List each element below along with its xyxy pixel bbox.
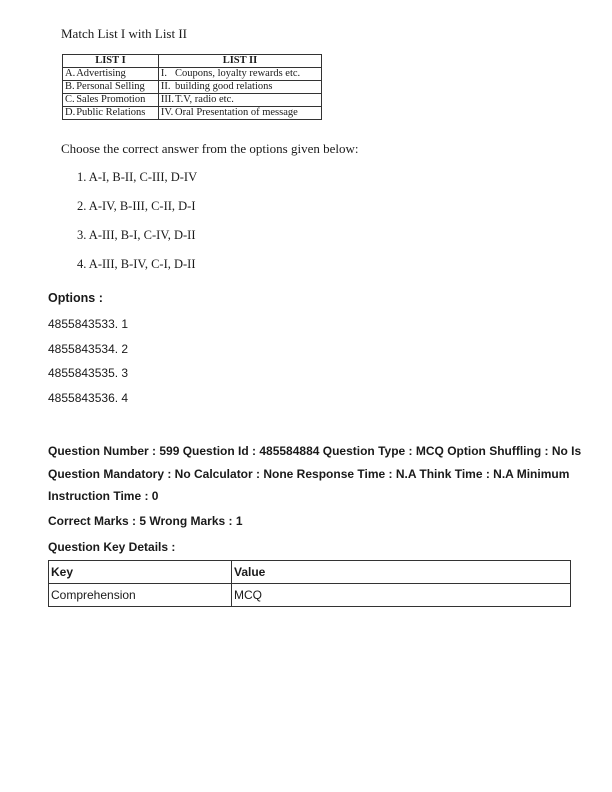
option-id-3: 4855843535. 3 [48,366,129,380]
question-prompt: Choose the correct answer from the options given below: [61,141,359,156]
answer-choice-4: 4. A-III, B-IV, C-I, D-II [77,257,196,271]
option-id-2: 4855843534. 2 [48,342,129,356]
value-cell: MCQ [232,584,571,607]
list-2-item: Oral Presentation of message [175,107,321,120]
list-1-item: Public Relations [76,107,158,120]
list-2-key: III. [158,94,175,107]
question-meta-line-3: Instruction Time : 0 [48,489,159,503]
answer-choice-3: 3. A-III, B-I, C-IV, D-II [77,228,196,242]
table-row [49,584,571,607]
list-2-key: IV. [158,107,175,120]
list-1-item: Personal Selling [76,81,158,94]
table-row [63,81,322,94]
list-2-header: LIST II [158,55,321,68]
list-1-key: A. [63,68,77,81]
list-1-key: C. [63,94,77,107]
key-details-heading: Question Key Details : [48,540,176,554]
list-2-item: T.V, radio etc. [175,94,321,107]
table-header-row [63,55,322,68]
table-row [63,68,322,81]
key-table-header-row [49,561,571,584]
list-2-key: II. [158,81,175,94]
key-details-table [48,560,571,607]
table-row [63,94,322,107]
list-2-key: I. [158,68,175,81]
question-title: Match List I with List II [61,26,188,41]
answer-choice-2: 2. A-IV, B-III, C-II, D-I [77,199,196,213]
list-1-item: Sales Promotion [76,94,158,107]
list-2-item: building good relations [175,81,321,94]
question-meta-line-2: Question Mandatory : No Calculator : None Response Time : N.A Think Time : N.A Minimum [48,467,570,481]
key-cell: Comprehension [49,584,232,607]
value-column-header: Value [232,561,571,584]
list-1-key: B. [63,81,77,94]
option-id-4: 4855843536. 4 [48,391,129,405]
option-id-1: 4855843533. 1 [48,317,129,331]
list-1-header: LIST I [63,55,159,68]
table-row [63,107,322,120]
list-1-key: D. [63,107,77,120]
match-list-table [62,54,322,120]
list-1-item: Advertising [76,68,158,81]
options-heading: Options : [48,291,103,305]
list-2-item: Coupons, loyalty rewards etc. [175,68,321,81]
key-column-header: Key [49,561,232,584]
question-meta-line-1: Question Number : 599 Question Id : 485584884 Question Type : MCQ Option Shuffling : No Is [48,444,582,458]
answer-choice-1: 1. A-I, B-II, C-III, D-IV [77,170,198,184]
marks-info: Correct Marks : 5 Wrong Marks : 1 [48,514,243,528]
